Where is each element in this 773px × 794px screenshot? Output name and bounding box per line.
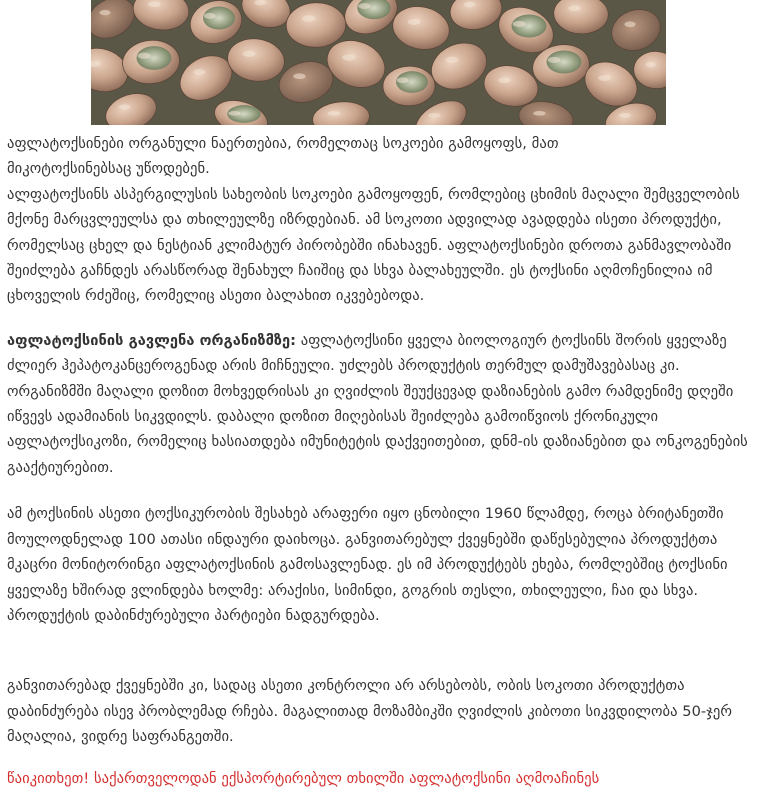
paragraph-aspergillus: ალფატოქსინს ასპერგილუსის სახეობის სოკოები გამოყოფენ, რომლებიც ცხიმის მაღალი შემცველობის მქონე მარცვლეულსა და თხილეულზე იზრდებიან. ამ სოკოთი ადვილად ავადდება ისეთი პროდუქტი, რომელსაც ცხელ და ნესტიან კლიმატურ პირობებში ინახავენ. აფლატოქსინები დროთა განმავლობაში შეიძლება გაჩნდეს არასწორად შენახულ ჩაიშიც და სხვა ბალახეულში. ეს ტოქსინი აღმოჩენილია იმ ცხოველის რძეშიც, რომელიც ასეთი ბალახით იკვებებოდა. [7, 185, 740, 305]
paragraph-intro-line-1: აფლატოქსინები ორგანული ნაერთებია, რომელთაც სოკოები გამოყოფს, მათ [7, 135, 559, 152]
nut-highlight [513, 21, 526, 27]
nut-highlight [408, 19, 421, 25]
nut-highlight [193, 69, 205, 75]
paragraph-developing-countries: განვითარებად ქვეყნებში კი, სადაც ასეთი კონტროლი არ არსებობს, ობის სოკოთი პროდუქტთა დაბინძურება ისევ პრობლემად რჩება. მაგალითად მოზამბიკში ღვიძლის კიბოთი სიკვდილობა 50-ჯერ მაღალია, ვიდრე საფრანგეთში. [7, 677, 733, 746]
paragraph-effects-body: აფლატოქსინი ყველა ბიოლოგიურ ტოქსინს შორის ყველაზე ძლიერ ჰეპატოკანცეროგენად არის მიჩნეული. უძლებს პროდუქტის თერმულ დამუშავებასაც კი. ორგანიზმში მაღალი დოზით მოხვედრისას კი ღვიძლის შეუქცევად დაზიანების გამო რამდენიმე დღეში იწვევს ადამიანის სიკვდილს. დაბალი დოზით მიღებისას შეიძლება გამოიწვიოს ქრონიკული აფლატოქსიკოზი, რომელიც ხასიათდება იმუნიტეტის დაქვეითებით, დნმ-ის დაზიანებით და ონკოგენების გააქტიურებით. [7, 331, 748, 476]
nut-highlight [302, 15, 315, 21]
nut-highlight [358, 3, 370, 9]
nut-highlight [533, 111, 545, 116]
nut-highlight [228, 111, 240, 116]
paragraph-history: ამ ტოქსინის ასეთი ტოქსიკურობის შესახებ არაფერი იყო ცნობილი 1960 წლამდე, როცა ბრიტანეთში მოულოდნელად 100 ათასი ინდაური დაიხოცა. განვითარებულ ქვეყნებში დაწესებულია პროდუქტთა მკაცრი მონიტორინგი აფლატოქსინის გამოსავლენად. ეს იმ პროდუქტებს ეხება, რომლებშიც ტოქსინი ყველაზე ხშირად ვლინდება ხოლმე: არაქისი, სიმინდი, გოგრის თესლი, თხილეული, ჩაი და სხვა. პროდუქტის დაბინძურებული პარტიები ნადგურდება. [7, 505, 728, 624]
nut-highlight [598, 75, 610, 81]
nut-highlight [293, 73, 305, 79]
nut-highlight [428, 113, 440, 118]
read-more-link[interactable]: წაიკითხეთ! საქართველოდან ექსპორტირებულ თხილში აფლატოქსინი აღმოაჩინეს [7, 769, 600, 787]
nut-highlight [138, 53, 151, 59]
paragraph-intro-line-2: მიკოტოქსინებსაც უწოდებენ. [7, 160, 210, 178]
paragraph-intro [7, 131, 767, 182]
paragraph-effects [7, 328, 767, 480]
nut-highlight [619, 113, 631, 118]
nut-highlight [397, 77, 409, 83]
hero-image [91, 0, 666, 125]
nut-highlight [646, 62, 656, 67]
nut-highlight [254, 0, 265, 5]
nut-highlight [204, 13, 216, 19]
nut-highlight [119, 104, 131, 109]
nut-highlight [342, 54, 355, 60]
article-body [7, 131, 767, 791]
nut-highlight [464, 2, 476, 8]
nut-highlight [446, 57, 459, 63]
nut-highlight [148, 1, 161, 7]
moldy-nuts-photo [91, 0, 666, 125]
read-more-paragraph [7, 766, 767, 791]
nut-highlight [243, 51, 256, 57]
nut-highlight [498, 77, 510, 83]
paragraph-effects-heading: აფლატოქსინის გავლენა ორგანიზმზე: [7, 331, 297, 349]
nut-highlight [624, 21, 635, 27]
nut-highlight [99, 10, 110, 15]
nut-highlight [548, 57, 561, 63]
nut-highlight [328, 111, 341, 116]
nut-highlight [568, 5, 580, 11]
